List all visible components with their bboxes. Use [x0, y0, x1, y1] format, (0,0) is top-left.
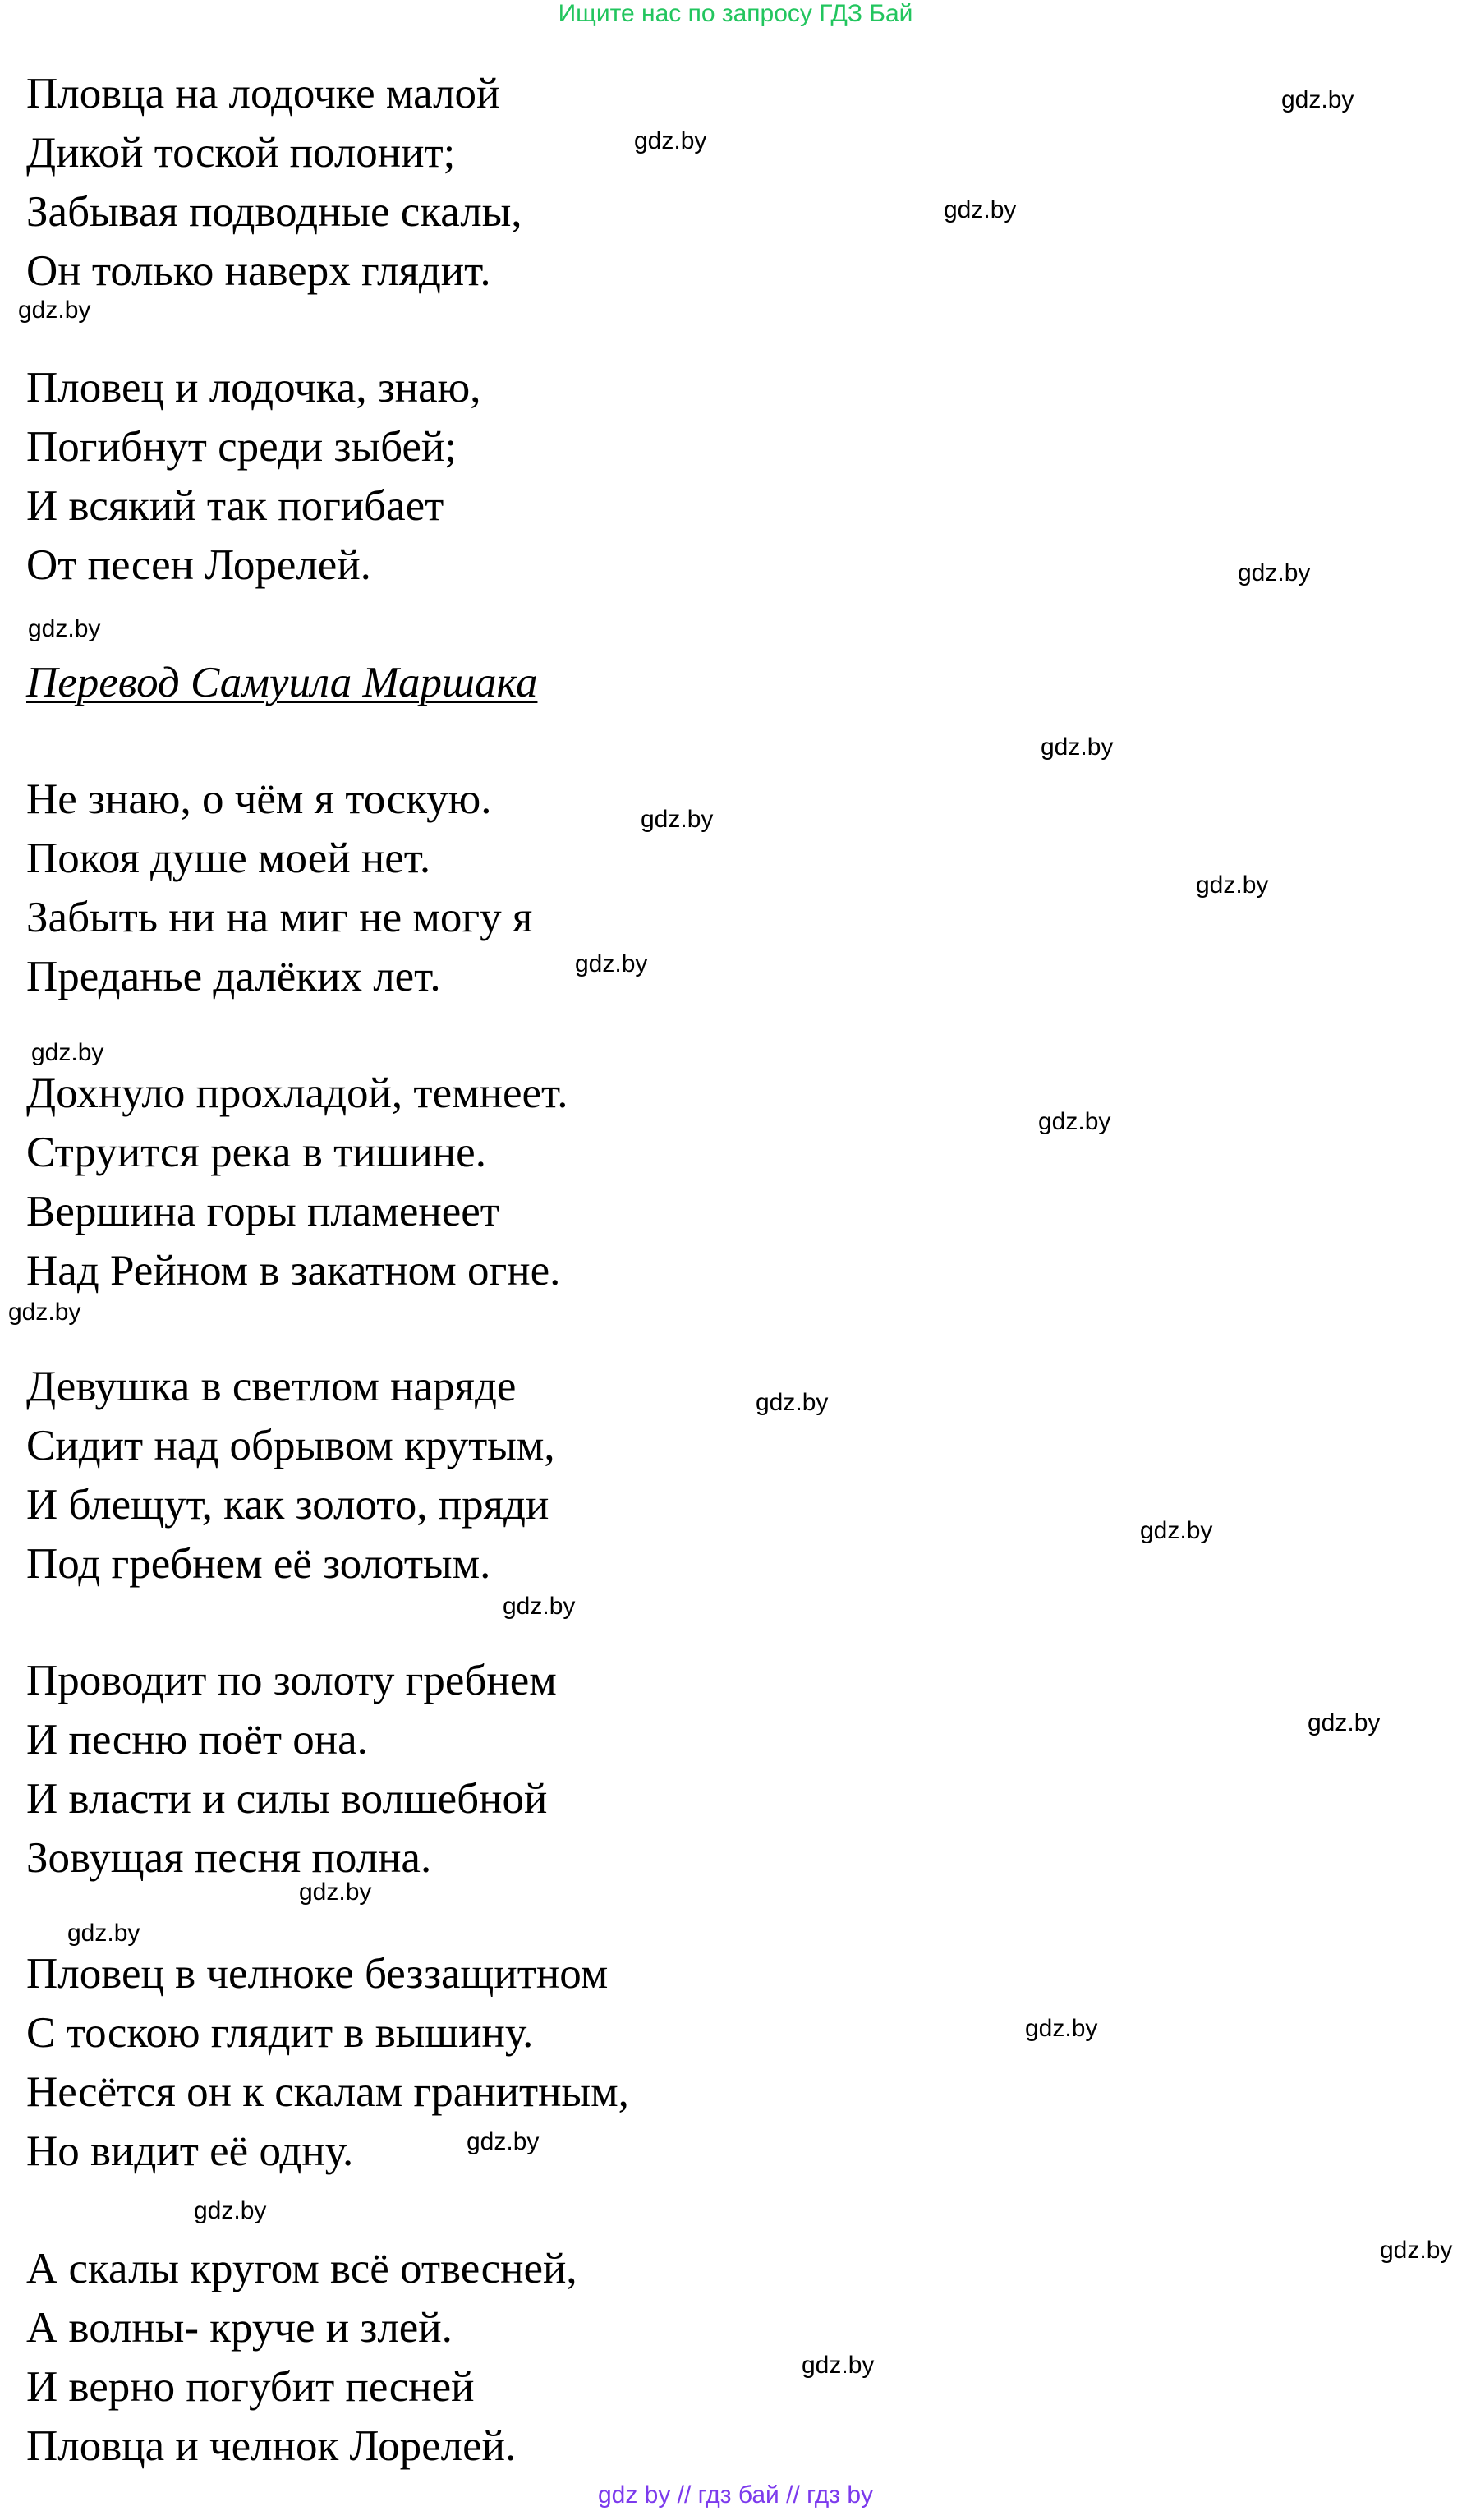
- stanza: [26, 1651, 1340, 1888]
- poem-line: Пловец и лодочка, знаю,: [26, 364, 481, 412]
- poem-line: И верно погубит песней: [26, 2363, 475, 2411]
- translator-credit: Перевод Самуила Маршака: [26, 659, 538, 706]
- watermark: gdz.by: [575, 950, 648, 977]
- poem-line: А скалы кругом всё отвесней,: [26, 2245, 577, 2292]
- watermark: gdz.by: [194, 2197, 267, 2224]
- watermark: gdz.by: [67, 1920, 140, 1947]
- poem-line: Над Рейном в закатном огне.: [26, 1247, 561, 1294]
- poem-line: И песню поёт она.: [26, 1716, 368, 1764]
- poem-line: Погибнут среди зыбей;: [26, 423, 457, 471]
- poem-line: Дикой тоской полонит;: [26, 129, 456, 177]
- poem-line: От песен Лорелей.: [26, 541, 371, 589]
- poem-line: Зовущая песня полна.: [26, 1834, 432, 1882]
- poem-line: Струится река в тишине.: [26, 1129, 486, 1176]
- poem-line: А волны- круче и злей.: [26, 2304, 453, 2352]
- watermark: gdz.by: [756, 1389, 829, 1416]
- stanza: [26, 1064, 1340, 1300]
- watermark: gdz.by: [1238, 559, 1311, 586]
- stanza: [26, 1944, 1340, 2181]
- poem-line: Забывая подводные скалы,: [26, 188, 522, 236]
- watermark: gdz.by: [634, 127, 707, 154]
- watermark: gdz.by: [1196, 871, 1269, 899]
- watermark: gdz.by: [299, 1879, 372, 1906]
- poem-line: Преданье далёких лет.: [26, 953, 441, 1000]
- watermark: gdz.by: [31, 1039, 104, 1066]
- poem-line: Под гребнем её золотым.: [26, 1540, 491, 1588]
- poem-line: Несётся он к скалам гранитным,: [26, 2068, 629, 2116]
- poem-line: Но видит её одну.: [26, 2127, 354, 2175]
- stanza: [26, 2239, 1340, 2476]
- watermark: gdz.by: [1281, 86, 1354, 113]
- poem-line: Вершина горы пламенеет: [26, 1188, 499, 1235]
- watermark: gdz.by: [28, 615, 101, 642]
- watermark: gdz.by: [944, 196, 1017, 223]
- watermark: gdz.by: [1038, 1108, 1111, 1135]
- poem-line: И всякий так погибает: [26, 482, 444, 530]
- header-banner: Ищите нас по запросу ГДЗ Бай: [558, 0, 913, 27]
- poem-line: Покоя душе моей нет.: [26, 835, 431, 882]
- watermark: gdz.by: [503, 1593, 576, 1620]
- poem-line: С тоскою глядит в вышину.: [26, 2009, 534, 2057]
- watermark: gdz.by: [1140, 1517, 1213, 1544]
- watermark: gdz.by: [1025, 2015, 1098, 2042]
- stanza: [26, 358, 1340, 595]
- stanza: [26, 64, 1340, 301]
- poem-line: Забыть ни на миг не могу я: [26, 894, 533, 941]
- poem-line: Сидит над обрывом крутым,: [26, 1422, 555, 1469]
- poem-line: Девушка в светлом наряде: [26, 1363, 517, 1410]
- watermark: gdz.by: [467, 2128, 540, 2155]
- poem-line: Дохнуло прохладой, темнеет.: [26, 1069, 568, 1117]
- poem-line: Пловца на лодочке малой: [26, 70, 500, 117]
- poem-line: И власти и силы волшебной: [26, 1775, 548, 1823]
- watermark: gdz.by: [1308, 1709, 1381, 1736]
- poem-line: Он только наверх глядит.: [26, 247, 491, 295]
- watermark: gdz.by: [641, 806, 714, 833]
- poem-line: Проводит по золоту гребнем: [26, 1657, 557, 1704]
- watermark: gdz.by: [1380, 2237, 1453, 2264]
- watermark: gdz.by: [8, 1299, 81, 1326]
- poem-line: Пловца и челнок Лорелей.: [26, 2422, 517, 2470]
- poem-line: И блещут, как золото, пряди: [26, 1481, 549, 1529]
- stanza: [26, 1357, 1340, 1593]
- watermark: gdz.by: [18, 297, 91, 324]
- poem-line: Пловец в челноке беззащитном: [26, 1950, 609, 1998]
- watermark: gdz.by: [802, 2352, 875, 2379]
- footer-banner: gdz by // гдз бай // гдз by: [597, 2481, 874, 2509]
- watermark: gdz.by: [1041, 733, 1114, 761]
- poem-line: Не знаю, о чём я тоскую.: [26, 775, 492, 823]
